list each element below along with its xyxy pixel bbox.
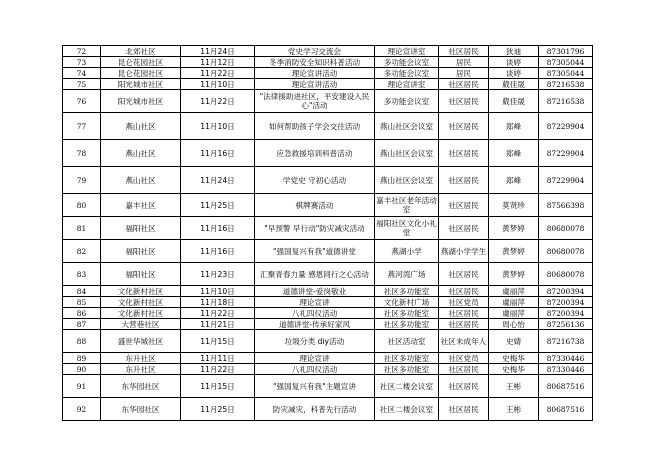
activity-cell: 理论宣讲 [255,297,375,308]
contact-cell: 莫贤珍 [489,194,539,217]
community-cell: 东升社区 [101,353,181,364]
table-row [63,140,593,167]
no-cell: 76 [63,90,101,113]
venue-cell: 多功能会议室 [375,68,439,79]
no-cell: 80 [63,194,101,217]
audience-cell: 燕湖小学学生 [439,240,489,263]
date-cell: 11月18日 [181,297,255,308]
phone-cell: 87305044 [539,68,593,79]
activity-cell: 理论宣讲活动 [255,79,375,90]
phone-cell: 87256136 [539,319,593,330]
no-cell: 82 [63,240,101,263]
activity-cell: "法律援助进社区，平安建设入民心"活动 [255,90,375,113]
phone-cell: 87229904 [539,140,593,167]
phone-cell: 87330446 [539,353,593,364]
venue-cell: 嘉丰社区老年活动室 [375,194,439,217]
phone-cell: 87566398 [539,194,593,217]
no-cell: 90 [63,364,101,375]
venue-cell: 社区多功能室 [375,308,439,319]
venue-cell: 燕山社区会议室 [375,113,439,140]
contact-cell: 虞丽萍 [489,297,539,308]
community-cell: 盛世华城社区 [101,330,181,353]
phone-cell: 87229904 [539,167,593,194]
contact-cell: 黄梦婷 [489,240,539,263]
community-cell: 东华园社区 [101,398,181,421]
contact-cell: 周心怡 [489,319,539,330]
community-cell: 大营巷社区 [101,319,181,330]
contact-cell: 史梅华 [489,364,539,375]
date-cell: 11月22日 [181,308,255,319]
venue-cell: 理论宣讲室 [375,79,439,90]
date-cell: 11月16日 [181,217,255,240]
audience-cell: 社区居民 [439,79,489,90]
audience-cell: 社区居民 [439,167,489,194]
contact-cell: 郑峰 [489,113,539,140]
community-cell: 昆仑花园社区 [101,68,181,79]
activity-cell: 如何帮助孩子学会交往活动 [255,113,375,140]
phone-cell: 80687516 [539,398,593,421]
no-cell: 84 [63,286,101,297]
table-row [63,263,593,286]
no-cell: 72 [63,46,101,57]
audience-cell: 社区居民 [439,194,489,217]
community-cell: 燕山社区 [101,167,181,194]
phone-cell: 87305044 [539,57,593,68]
contact-cell: 王彬 [489,398,539,421]
audience-cell: 社区居民 [439,90,489,113]
community-cell: 嘉丰社区 [101,194,181,217]
activity-cell: 道德讲堂-爱岗敬业 [255,286,375,297]
date-cell: 11月15日 [181,330,255,353]
phone-cell: 87216538 [539,79,593,90]
table-row [63,68,593,79]
activity-cell: 汇聚青春力量 感恩同行之心活动 [255,263,375,286]
community-cell: 阳光城市社区 [101,79,181,90]
venue-cell: 燕山社区会议室 [375,167,439,194]
contact-cell: 郑峰 [489,167,539,194]
phone-cell: 87216738 [539,330,593,353]
date-cell: 11月10日 [181,113,255,140]
table-row [63,46,593,57]
table-row [63,286,593,297]
phone-cell: 87301796 [539,46,593,57]
no-cell: 88 [63,330,101,353]
community-cell: 东升社区 [101,364,181,375]
phone-cell: 80687516 [539,375,593,398]
audience-cell: 社区居民 [439,398,489,421]
table-row [63,375,593,398]
audience-cell: 社区居民 [439,263,489,286]
audience-cell: 社区居民 [439,217,489,240]
table-row [63,398,593,421]
community-cell: 燕山社区 [101,113,181,140]
venue-cell: 社区多功能室 [375,353,439,364]
venue-cell: 社区多功能室 [375,364,439,375]
no-cell: 92 [63,398,101,421]
activity-cell: 垃圾分类 diy活动 [255,330,375,353]
table-row [63,90,593,113]
table-row [63,113,593,140]
activity-cell: 棋牌赛活动 [255,194,375,217]
venue-cell: 社区活动室 [375,330,439,353]
venue-cell: 社区二楼会议室 [375,398,439,421]
no-cell: 79 [63,167,101,194]
venue-cell: 燕湖小学 [375,240,439,263]
table-row [63,79,593,90]
community-cell: 燕山社区 [101,140,181,167]
contact-cell: 葳佳晟 [489,79,539,90]
community-cell: 北郊社区 [101,46,181,57]
contact-cell: 王彬 [489,375,539,398]
phone-cell: 87216538 [539,90,593,113]
phone-cell: 80680078 [539,217,593,240]
table-row [63,330,593,353]
no-cell: 87 [63,319,101,330]
audience-cell: 社区居民 [439,375,489,398]
audience-cell: 社区居民 [439,319,489,330]
no-cell: 81 [63,217,101,240]
venue-cell: 理论宣讲室 [375,46,439,57]
venue-cell: 燕山社区会议室 [375,140,439,167]
community-cell: 昆仑花园社区 [101,57,181,68]
community-cell: 文化新村社区 [101,286,181,297]
no-cell: 86 [63,308,101,319]
activity-cell: 八礼四仪活动 [255,308,375,319]
contact-cell: 黄梦婷 [489,217,539,240]
activity-cell: 理论宣讲活动 [255,68,375,79]
activity-cell: 党史学习交流会 [255,46,375,57]
venue-cell: 多功能会议室 [375,57,439,68]
contact-cell: 谈婷 [489,57,539,68]
audience-cell: 社区党员 [439,297,489,308]
date-cell: 11月22日 [181,68,255,79]
no-cell: 77 [63,113,101,140]
contact-cell: 狄迪 [489,46,539,57]
contact-cell: 郑峰 [489,140,539,167]
venue-cell: 多功能会议室 [375,90,439,113]
activity-cell: 应急救援培训科普活动 [255,140,375,167]
no-cell: 78 [63,140,101,167]
table-row [63,297,593,308]
community-cell: 阳光城市社区 [101,90,181,113]
table-row [63,353,593,364]
no-cell: 73 [63,57,101,68]
table-row [63,364,593,375]
audience-cell: 社区居民 [439,113,489,140]
date-cell: 11月16日 [181,240,255,263]
phone-cell: 87330446 [539,364,593,375]
date-cell: 11月21日 [181,319,255,330]
community-cell: 文化新村社区 [101,308,181,319]
audience-cell: 社区未成年人 [439,330,489,353]
table-row [63,217,593,240]
audience-cell: 居民 [439,68,489,79]
date-cell: 11月22日 [181,364,255,375]
no-cell: 89 [63,353,101,364]
contact-cell: 葳佳晟 [489,90,539,113]
venue-cell: 社区多功能室 [375,286,439,297]
date-cell: 11月16日 [181,140,255,167]
audience-cell: 社区居民 [439,364,489,375]
audience-cell: 社区党员 [439,353,489,364]
table-row [63,57,593,68]
date-cell: 11月12日 [181,57,255,68]
activity-cell: 八礼四仪活动 [255,364,375,375]
activity-table [62,45,593,421]
date-cell: 11月25日 [181,398,255,421]
date-cell: 11月22日 [181,90,255,113]
phone-cell: 87229904 [539,113,593,140]
date-cell: 11月11日 [181,353,255,364]
activity-cell: "强国复兴有我"道德讲堂 [255,240,375,263]
date-cell: 11月24日 [181,46,255,57]
no-cell: 74 [63,68,101,79]
phone-cell: 87200394 [539,297,593,308]
activity-cell: 理论宣讲 [255,353,375,364]
venue-cell: 社区多功能室 [375,319,439,330]
date-cell: 11月10日 [181,79,255,90]
activity-cell: "早预警 早行动"防灾减灾活动 [255,217,375,240]
no-cell: 75 [63,79,101,90]
date-cell: 11月23日 [181,263,255,286]
date-cell: 11月10日 [181,286,255,297]
table-row [63,308,593,319]
activity-cell: 道德讲堂-传承好家风 [255,319,375,330]
activity-cell: 防灾减灾，科普先行活动 [255,398,375,421]
table-row [63,319,593,330]
phone-cell: 80680078 [539,240,593,263]
community-cell: 福阳社区 [101,240,181,263]
audience-cell: 社区居民 [439,140,489,167]
audience-cell: 居民 [439,57,489,68]
table-row [63,167,593,194]
date-cell: 11月24日 [181,167,255,194]
activity-cell: 学党史 守初心活动 [255,167,375,194]
phone-cell: 87200394 [539,308,593,319]
community-cell: 文化新村社区 [101,297,181,308]
community-cell: 福阳社区 [101,217,181,240]
phone-cell: 80680078 [539,263,593,286]
venue-cell: 文化新村广场 [375,297,439,308]
contact-cell: 黄梦婷 [489,263,539,286]
contact-cell: 史婧 [489,330,539,353]
activity-cell: "强国复兴有我"主题宣讲 [255,375,375,398]
date-cell: 11月15日 [181,375,255,398]
date-cell: 11月25日 [181,194,255,217]
audience-cell: 社区居民 [439,46,489,57]
community-cell: 东华园社区 [101,375,181,398]
community-cell: 福阳社区 [101,263,181,286]
table-row [63,194,593,217]
audience-cell: 社区居民 [439,286,489,297]
venue-cell: 福阳社区文化小礼堂 [375,217,439,240]
contact-cell: 史梅华 [489,353,539,364]
phone-cell: 87200394 [539,286,593,297]
venue-cell: 燕河湾广场 [375,263,439,286]
activity-cell: 冬季消防安全知识科普活动 [255,57,375,68]
table-row [63,240,593,263]
contact-cell: 谈婷 [489,68,539,79]
no-cell: 85 [63,297,101,308]
no-cell: 91 [63,375,101,398]
contact-cell: 虞丽萍 [489,308,539,319]
no-cell: 83 [63,263,101,286]
audience-cell: 社区居民 [439,308,489,319]
contact-cell: 虞丽萍 [489,286,539,297]
venue-cell: 社区二楼会议室 [375,375,439,398]
